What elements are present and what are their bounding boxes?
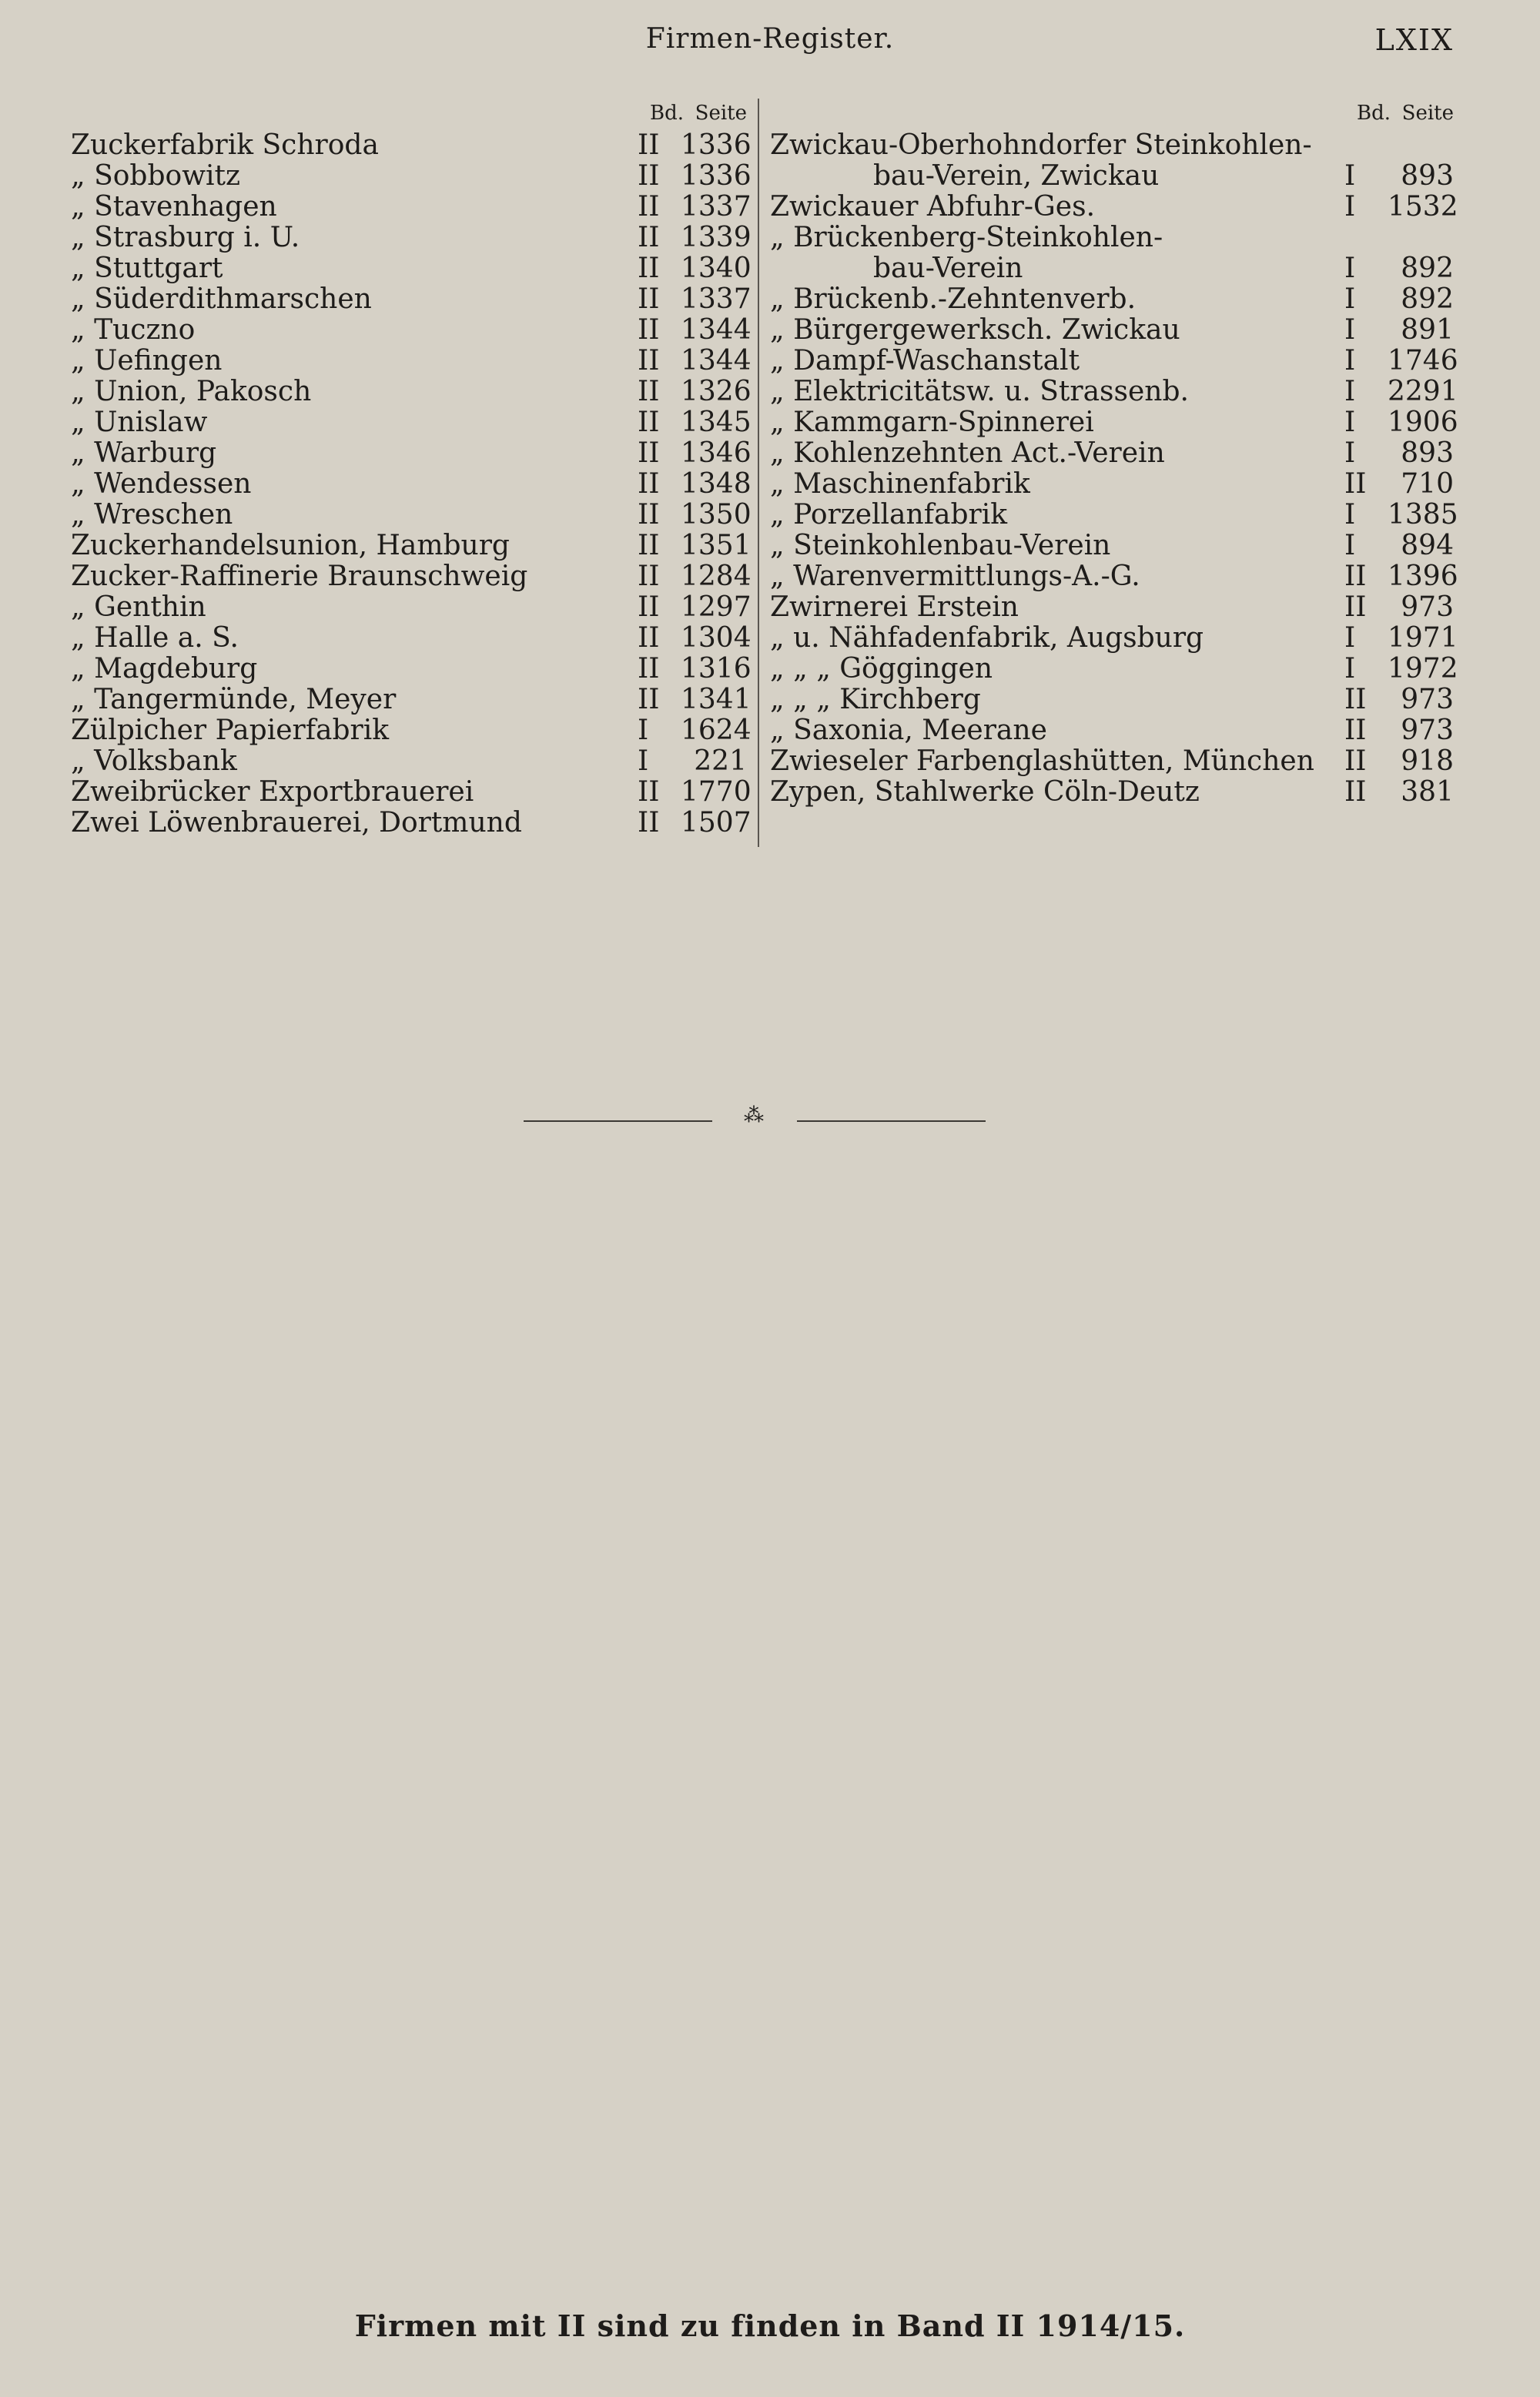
entry-volume: I bbox=[1344, 437, 1356, 469]
entry-volume: II bbox=[638, 222, 660, 253]
left-entries bbox=[71, 129, 752, 839]
register-entry bbox=[770, 345, 1458, 377]
column-divider bbox=[758, 99, 759, 847]
entry-page: 893 bbox=[1401, 437, 1454, 469]
entry-page: 1770 bbox=[681, 776, 752, 808]
entry-page: 893 bbox=[1401, 160, 1454, 192]
entry-page: 891 bbox=[1401, 314, 1454, 346]
entry-name: „ Süderdithmarschen bbox=[71, 283, 372, 315]
entry-volume: II bbox=[638, 345, 660, 377]
register-entry bbox=[71, 345, 752, 377]
entry-name: „ Halle a. S. bbox=[71, 622, 239, 654]
entry-page: 1337 bbox=[681, 191, 752, 223]
entry-name: „ Elektricitätsw. u. Strassenb. bbox=[770, 376, 1189, 407]
entry-volume: II bbox=[638, 437, 660, 469]
entry-page: 918 bbox=[1401, 745, 1454, 777]
entry-volume: II bbox=[1344, 776, 1367, 808]
entry-name: „ Brückenberg-Steinkohlen- bbox=[770, 222, 1163, 253]
entry-name: „ „ „ Kirchberg bbox=[770, 684, 981, 715]
register-entry bbox=[770, 468, 1454, 499]
entry-volume: II bbox=[638, 468, 660, 500]
entry-page: 1351 bbox=[681, 530, 752, 561]
register-entry bbox=[71, 129, 752, 161]
entry-name: „ Porzellanfabrik bbox=[770, 499, 1008, 531]
ornament-rule-left bbox=[524, 1120, 712, 1122]
register-entry bbox=[770, 776, 1454, 807]
register-entry bbox=[71, 499, 752, 531]
entry-name: „ Kammgarn-Spinnerei bbox=[770, 407, 1094, 438]
page-header-label: Seite bbox=[1401, 102, 1454, 125]
register-entry bbox=[71, 283, 752, 315]
register-entry bbox=[770, 561, 1458, 592]
entry-name: „ Warburg bbox=[71, 437, 217, 469]
register-entry bbox=[71, 314, 752, 346]
entry-page: 1972 bbox=[1388, 653, 1458, 685]
entry-name: „ Tuczno bbox=[71, 314, 196, 346]
entry-page: 1746 bbox=[1388, 345, 1458, 377]
entry-volume: II bbox=[1344, 468, 1367, 500]
entry-name: Zuckerfabrik Schroda bbox=[71, 129, 379, 161]
entry-name: bau-Verein, Zwickau bbox=[873, 160, 1160, 192]
entry-name: „ Genthin bbox=[71, 591, 206, 623]
entry-page: 1284 bbox=[681, 561, 752, 592]
entry-name: „ Unislaw bbox=[71, 407, 208, 438]
entry-page: 1971 bbox=[1388, 622, 1458, 654]
entry-volume: II bbox=[1344, 745, 1367, 777]
entry-volume: I bbox=[1344, 407, 1356, 438]
entry-volume: I bbox=[1344, 283, 1356, 315]
entry-page: 1326 bbox=[681, 376, 752, 407]
register-entry bbox=[71, 622, 752, 654]
entry-name: Zwei Löwenbrauerei, Dortmund bbox=[71, 807, 522, 839]
entry-volume: II bbox=[638, 314, 660, 346]
entry-page: 1341 bbox=[681, 684, 752, 715]
page-header bbox=[0, 23, 1540, 62]
entry-name: „ Sobbowitz bbox=[71, 160, 240, 192]
entry-page: 973 bbox=[1401, 684, 1454, 715]
register-entry bbox=[71, 715, 752, 746]
entry-page: 1304 bbox=[681, 622, 752, 654]
entry-name: „ Warenvermittlungs-A.-G. bbox=[770, 561, 1140, 592]
entry-volume: II bbox=[638, 591, 660, 623]
entry-page: 2291 bbox=[1388, 376, 1458, 407]
entry-page: 1337 bbox=[681, 283, 752, 315]
entry-name: „ Brückenb.-Zehntenverb. bbox=[770, 283, 1137, 315]
register-entry bbox=[770, 283, 1454, 314]
entry-page: 1350 bbox=[681, 499, 752, 531]
entry-page: 1345 bbox=[681, 407, 752, 438]
register-entry bbox=[770, 407, 1458, 438]
entry-name: Zülpicher Papierfabrik bbox=[71, 715, 390, 746]
entry-volume: II bbox=[638, 129, 660, 161]
entry-volume: II bbox=[638, 191, 660, 223]
entry-volume: II bbox=[1344, 684, 1367, 715]
footer-note: Firmen mit II sind zu finden in Band II 1914/15. bbox=[354, 2308, 1186, 2343]
entry-page: 1316 bbox=[681, 653, 752, 685]
entry-page: 1396 bbox=[1388, 561, 1458, 592]
entry-name: „ Saxonia, Meerane bbox=[770, 715, 1047, 746]
entry-name: Zwirnerei Erstein bbox=[770, 591, 1019, 623]
entry-page: 894 bbox=[1401, 530, 1454, 561]
register-entry bbox=[770, 437, 1454, 468]
register-entry bbox=[71, 807, 752, 839]
register-entry bbox=[71, 653, 752, 685]
entry-name: „ Kohlenzehnten Act.-Verein bbox=[770, 437, 1165, 469]
entry-page: 1344 bbox=[681, 345, 752, 377]
register-entry bbox=[770, 591, 1454, 622]
entry-volume: I bbox=[1344, 345, 1356, 377]
entry-volume: II bbox=[638, 376, 660, 407]
entry-name: „ Stavenhagen bbox=[71, 191, 277, 223]
entry-page: 1507 bbox=[681, 807, 752, 839]
entry-volume: II bbox=[638, 684, 660, 715]
register-entry bbox=[770, 222, 1454, 253]
entry-name: bau-Verein bbox=[873, 253, 1023, 284]
register-entry bbox=[770, 499, 1458, 531]
entry-page: 1340 bbox=[681, 253, 752, 284]
entry-page: 973 bbox=[1401, 591, 1454, 623]
entry-name: „ Strasburg i. U. bbox=[71, 222, 300, 253]
register-entry bbox=[71, 684, 752, 715]
entry-page: 1385 bbox=[1388, 499, 1458, 531]
ornament-rule-right bbox=[797, 1120, 986, 1122]
register-entry bbox=[770, 191, 1458, 223]
entry-volume: I bbox=[1344, 191, 1356, 223]
entry-name: Zwickauer Abfuhr-Ges. bbox=[770, 191, 1096, 223]
entry-name: „ Stuttgart bbox=[71, 253, 223, 284]
entry-page: 1297 bbox=[681, 591, 752, 623]
page-header-label: Seite bbox=[695, 102, 747, 125]
register-entry bbox=[770, 129, 1454, 160]
entry-volume: II bbox=[638, 253, 660, 284]
register-entry bbox=[71, 191, 752, 223]
register-entry bbox=[770, 653, 1458, 685]
entry-page: 1532 bbox=[1388, 191, 1458, 223]
entry-volume: I bbox=[1344, 160, 1356, 192]
entry-volume: II bbox=[638, 776, 660, 808]
entry-name: „ Wendessen bbox=[71, 468, 252, 500]
entry-volume: II bbox=[638, 530, 660, 561]
entry-page: 221 bbox=[694, 745, 747, 777]
entry-name: „ „ „ Göggingen bbox=[770, 653, 993, 685]
entry-volume: II bbox=[638, 561, 660, 592]
entry-name: Zweibrücker Exportbrauerei bbox=[71, 776, 474, 808]
entry-volume: I bbox=[1344, 499, 1356, 531]
page-title: Firmen-Register. bbox=[645, 23, 895, 55]
entry-volume: I bbox=[1344, 653, 1356, 685]
entry-volume: I bbox=[1344, 622, 1356, 654]
register-entry bbox=[770, 715, 1454, 745]
entry-name: „ Tangermünde, Meyer bbox=[71, 684, 397, 715]
entry-page: 1336 bbox=[681, 160, 752, 192]
page-number: LXIX bbox=[1374, 23, 1454, 57]
register-entry bbox=[770, 745, 1454, 776]
register-entry bbox=[71, 222, 752, 253]
entry-page: 381 bbox=[1401, 776, 1454, 808]
entry-volume: II bbox=[1344, 561, 1367, 592]
register-entry bbox=[71, 437, 752, 469]
register-entry bbox=[71, 160, 752, 192]
entry-name: Zuckerhandelsunion, Hamburg bbox=[71, 530, 510, 561]
entry-name: „ Maschinenfabrik bbox=[770, 468, 1030, 500]
left-column bbox=[71, 99, 752, 839]
entry-name: Zucker-Raffinerie Braunschweig bbox=[71, 561, 528, 592]
entry-volume: I bbox=[1344, 376, 1356, 407]
entry-page: 710 bbox=[1401, 468, 1454, 500]
register-entry bbox=[71, 530, 752, 561]
left-column-header bbox=[71, 99, 747, 129]
register-entry bbox=[71, 776, 752, 808]
entry-volume: II bbox=[638, 407, 660, 438]
register-entry bbox=[71, 376, 752, 407]
register-entry bbox=[71, 468, 752, 500]
entry-volume: I bbox=[1344, 253, 1356, 284]
entry-name: „ Dampf-Waschanstalt bbox=[770, 345, 1080, 377]
entry-name: Zwieseler Farbenglashütten, München bbox=[770, 745, 1314, 777]
entry-volume: I bbox=[1344, 314, 1356, 346]
entry-name: „ Volksbank bbox=[71, 745, 237, 777]
entry-page: 1339 bbox=[681, 222, 752, 253]
entry-page: 973 bbox=[1401, 715, 1454, 746]
entry-volume: I bbox=[638, 715, 649, 746]
right-entries bbox=[770, 129, 1458, 808]
section-ornament bbox=[524, 1104, 986, 1129]
entry-name: „ Uefingen bbox=[71, 345, 223, 377]
register-entry bbox=[770, 684, 1454, 715]
entry-page: 1346 bbox=[681, 437, 752, 469]
register-entry bbox=[770, 253, 1454, 283]
register-entry bbox=[71, 745, 747, 776]
right-column-header bbox=[770, 99, 1454, 129]
entry-page: 1344 bbox=[681, 314, 752, 346]
register-entry bbox=[770, 314, 1454, 345]
register-entry bbox=[71, 407, 752, 438]
entry-name: Zwickau-Oberhohndorfer Steinkohlen- bbox=[770, 129, 1312, 161]
entry-name: „ Union, Pakosch bbox=[71, 376, 312, 407]
entry-page: 1348 bbox=[681, 468, 752, 500]
register-entry bbox=[71, 591, 752, 623]
entry-volume: II bbox=[638, 160, 660, 192]
entry-volume: I bbox=[638, 745, 649, 777]
register-entry bbox=[770, 160, 1454, 191]
entry-page: 892 bbox=[1401, 283, 1454, 315]
ornament-mark: ⁂ bbox=[744, 1104, 765, 1127]
entry-volume: II bbox=[638, 807, 660, 839]
register-entry bbox=[770, 622, 1458, 654]
entry-name: „ u. Nähfadenfabrik, Augsburg bbox=[770, 622, 1204, 654]
entry-name: „ Steinkohlenbau-Verein bbox=[770, 530, 1111, 561]
entry-volume: II bbox=[638, 499, 660, 531]
entry-volume: II bbox=[1344, 715, 1367, 746]
entry-page: 1906 bbox=[1388, 407, 1458, 438]
volume-header: Bd. bbox=[649, 102, 684, 125]
volume-header: Bd. bbox=[1356, 102, 1391, 125]
register-entry bbox=[770, 530, 1454, 561]
register-entry bbox=[71, 253, 752, 284]
entry-name: „ Bürgergewerksch. Zwickau bbox=[770, 314, 1180, 346]
entry-volume: II bbox=[638, 622, 660, 654]
entry-page: 1624 bbox=[681, 715, 752, 746]
entry-name: „ Wreschen bbox=[71, 499, 233, 531]
register-entry bbox=[770, 376, 1458, 407]
entry-volume: II bbox=[1344, 591, 1367, 623]
entry-volume: I bbox=[1344, 530, 1356, 561]
entry-page: 892 bbox=[1401, 253, 1454, 284]
right-column bbox=[770, 99, 1458, 808]
entry-name: „ Magdeburg bbox=[71, 653, 258, 685]
entry-name: Zypen, Stahlwerke Cöln-Deutz bbox=[770, 776, 1200, 808]
register-entry bbox=[71, 561, 752, 592]
entry-page: 1336 bbox=[681, 129, 752, 161]
entry-volume: II bbox=[638, 653, 660, 685]
entry-volume: II bbox=[638, 283, 660, 315]
